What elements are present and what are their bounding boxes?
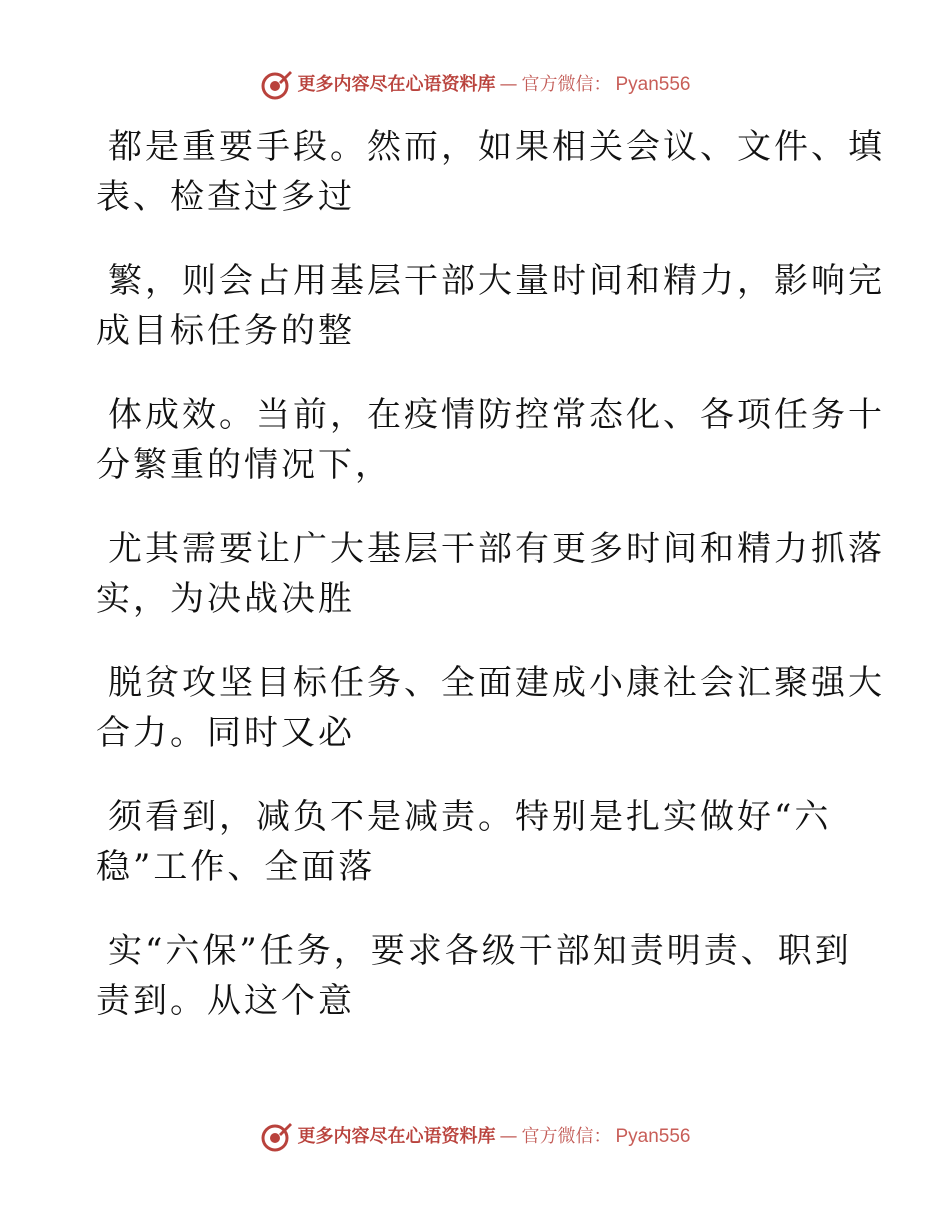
- paragraph: [96, 792, 836, 892]
- paragraph-line: 分繁重的情况下，: [96, 445, 392, 485]
- footer-contact-id: Pyan556: [615, 1126, 691, 1147]
- paragraph: [96, 658, 885, 758]
- paragraph-line: 成目标任务的整: [96, 311, 355, 351]
- document-body: [96, 122, 885, 1060]
- header-contact-label: 官方微信：: [521, 74, 612, 95]
- seal-brush-icon: [259, 68, 293, 102]
- footer-watermark: [259, 1120, 690, 1154]
- paragraph-line: 合力。同时又必: [96, 713, 355, 753]
- paragraph: [96, 122, 885, 222]
- paragraph-line: 尤其需要让广大基层干部有更多时间和精力抓落: [108, 529, 885, 569]
- paragraph-line: 稳”工作、全面落: [96, 847, 376, 887]
- paragraph-line: 繁，则会占用基层干部大量时间和精力，影响完: [108, 261, 885, 301]
- footer-brand-text: 更多内容尽在心语资料库: [297, 1126, 496, 1147]
- paragraph-line: 责到。从这个意: [96, 981, 355, 1021]
- page-footer: [0, 1120, 950, 1154]
- paragraph-line: 须看到，减负不是减责。特别是扎实做好“六: [108, 797, 832, 837]
- header-watermark: [259, 68, 690, 102]
- paragraph: [96, 524, 885, 624]
- paragraph-line: 体成效。当前，在疫情防控常态化、各项任务十: [108, 395, 885, 435]
- paragraph-line: 表、检查过多过: [96, 177, 355, 217]
- seal-brush-icon: [259, 1120, 293, 1154]
- paragraph: [96, 390, 885, 490]
- footer-separator: —: [499, 1126, 518, 1147]
- paragraph: [96, 256, 885, 356]
- header-contact-id: Pyan556: [615, 74, 691, 95]
- footer-contact-label: 官方微信：: [521, 1126, 612, 1147]
- page-header: [0, 68, 950, 102]
- paragraph-line: 都是重要手段。然而，如果相关会议、文件、填: [108, 127, 885, 167]
- paragraph: [96, 926, 852, 1026]
- paragraph-line: 实“六保”任务，要求各级干部知责明责、职到: [108, 931, 852, 971]
- paragraph-line: 实，为决战决胜: [96, 579, 355, 619]
- header-separator: —: [499, 74, 518, 95]
- header-brand-text: 更多内容尽在心语资料库: [297, 74, 496, 95]
- paragraph-line: 脱贫攻坚目标任务、全面建成小康社会汇聚强大: [108, 663, 885, 703]
